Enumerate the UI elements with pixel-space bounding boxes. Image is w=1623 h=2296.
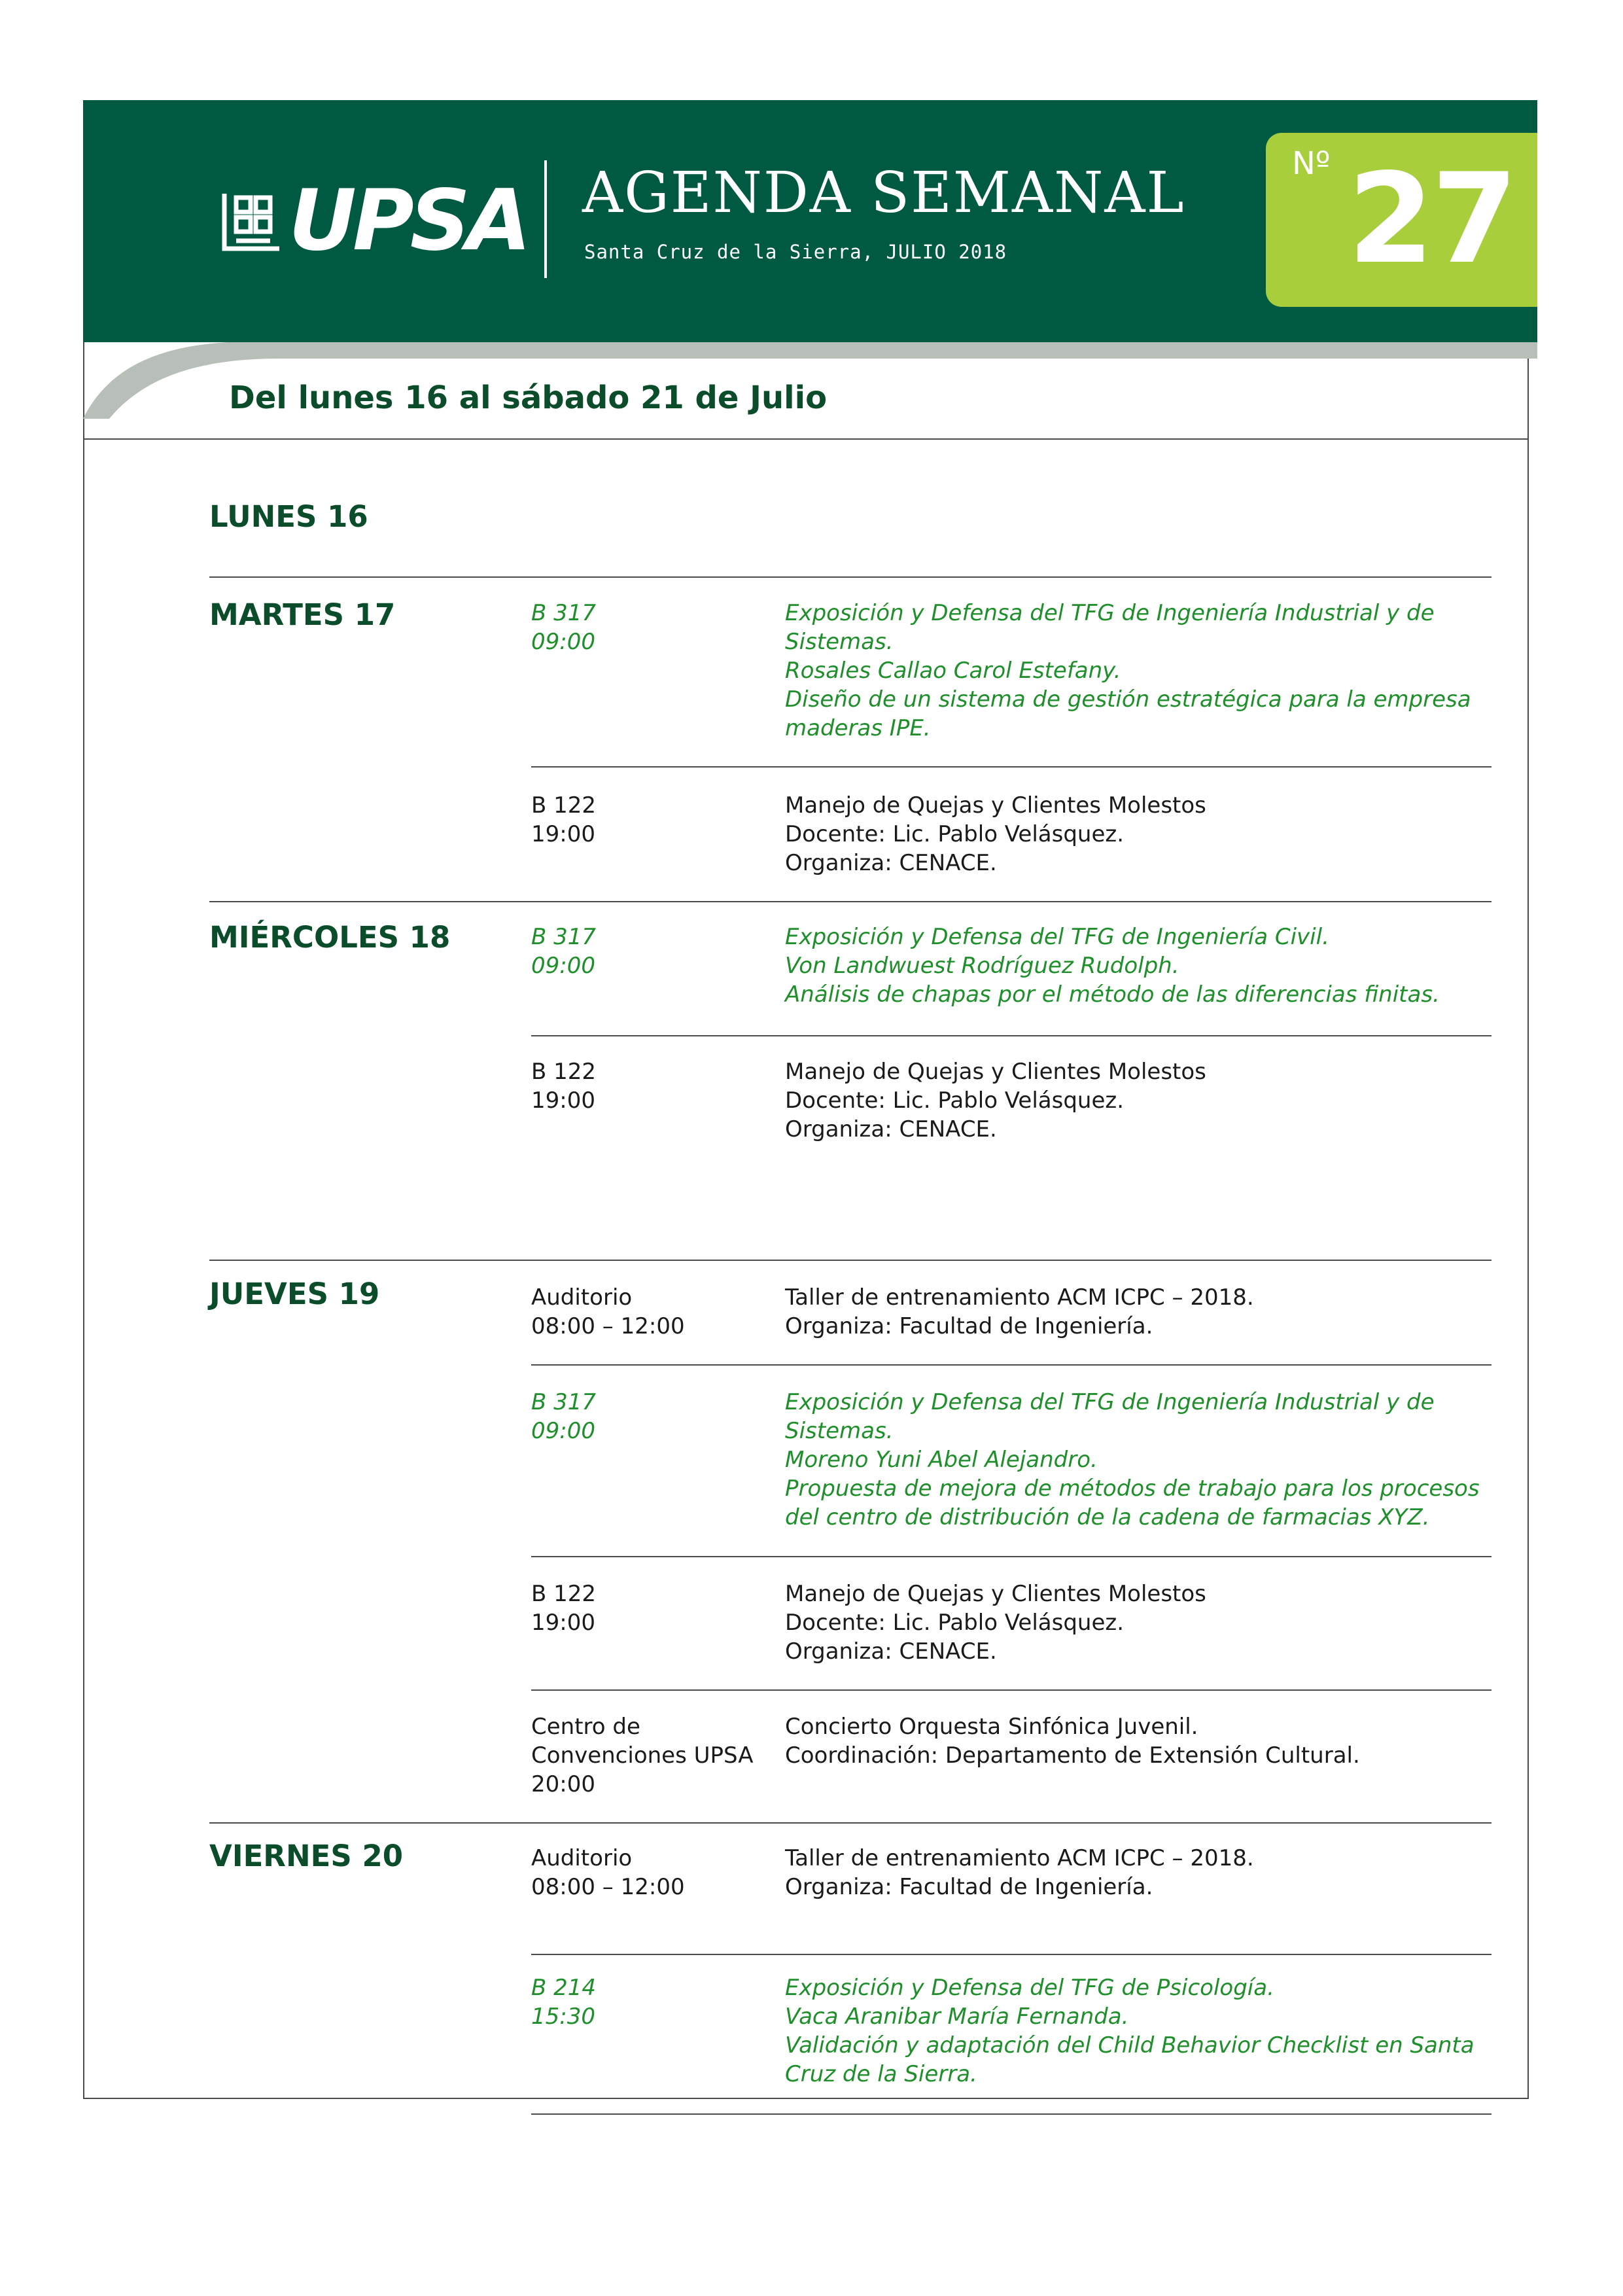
issue-label: Nº xyxy=(1292,145,1331,182)
event-divider xyxy=(531,1689,1492,1691)
event-location: B 122 19:00 xyxy=(531,792,597,847)
day-label-miercoles: MIÉRCOLES 18 xyxy=(209,920,451,955)
upsa-logo-icon xyxy=(219,188,285,254)
event-description: Taller de entrenamiento ACM ICPC – 2018. Organiza: Facultad de Ingeniería. xyxy=(785,1284,1254,1339)
day-label-lunes: LUNES 16 xyxy=(209,499,368,534)
date-range: Del lunes 16 al sábado 21 de Julio xyxy=(229,380,828,416)
page-title: AGENDA SEMANAL xyxy=(582,160,1185,226)
event-divider xyxy=(531,1035,1492,1036)
event-description: Exposición y Defensa del TFG de Ingeniería Industrial y de Sistemas. Rosales Callao Carol Estefany. Diseño de un sistema de gestión estratégica para la empresa maderas IPE. xyxy=(785,600,1471,741)
day-label-viernes: VIERNES 20 xyxy=(209,1839,404,1873)
date-range-divider xyxy=(83,438,1529,440)
event-divider xyxy=(531,1364,1492,1366)
event-location: B 214 15:30 xyxy=(531,1975,597,2030)
event-location: B 122 19:00 xyxy=(531,1059,597,1114)
event-divider xyxy=(531,2113,1492,2115)
day-label-jueves: JUEVES 19 xyxy=(209,1277,380,1311)
header-divider xyxy=(544,160,547,278)
day-divider xyxy=(209,576,1492,578)
event-description: Manejo de Quejas y Clientes Molestos Docente: Lic. Pablo Velásquez. Organiza: CENACE. xyxy=(785,1059,1206,1142)
issue-number: 27 xyxy=(1348,147,1516,291)
event-divider xyxy=(531,1954,1492,1955)
event-location: Auditorio 08:00 – 12:00 xyxy=(531,1284,685,1339)
event-location: B 122 19:00 xyxy=(531,1581,597,1636)
page-subtitle: Santa Cruz de la Sierra, JULIO 2018 xyxy=(584,241,1007,263)
day-divider xyxy=(209,1260,1492,1261)
upsa-logo xyxy=(219,171,527,270)
event-description: Taller de entrenamiento ACM ICPC – 2018. Organiza: Facultad de Ingeniería. xyxy=(785,1845,1254,1900)
event-description: Exposición y Defensa del TFG de Ingeniería Civil. Von Landwuest Rodríguez Rudolph. Análisis de chapas por el método de las diferencias finitas. xyxy=(785,924,1440,1008)
event-description: Exposición y Defensa del TFG de Psicología. Vaca Aranibar María Fernanda. Validación y adaptación del Child Behavior Checklist en Santa Cruz de la Sierra. xyxy=(785,1975,1475,2087)
event-description: Concierto Orquesta Sinfónica Juvenil. Coordinación: Departamento de Extensión Cultural. xyxy=(785,1714,1360,1769)
day-divider xyxy=(209,901,1492,902)
event-divider xyxy=(531,766,1492,768)
event-location: B 317 09:00 xyxy=(531,600,597,655)
logo-wordmark: UPSA xyxy=(288,171,527,270)
event-location: B 317 09:00 xyxy=(531,1389,597,1444)
event-location: Centro de Convenciones UPSA 20:00 xyxy=(531,1714,754,1797)
day-label-martes: MARTES 17 xyxy=(209,597,396,632)
event-location: B 317 09:00 xyxy=(531,924,597,979)
event-description: Manejo de Quejas y Clientes Molestos Docente: Lic. Pablo Velásquez. Organiza: CENACE. xyxy=(785,792,1206,876)
event-location: Auditorio 08:00 – 12:00 xyxy=(531,1845,685,1900)
event-description: Manejo de Quejas y Clientes Molestos Docente: Lic. Pablo Velásquez. Organiza: CENACE. xyxy=(785,1581,1206,1665)
day-divider xyxy=(209,1822,1492,1824)
event-description: Exposición y Defensa del TFG de Ingeniería Industrial y de Sistemas. Moreno Yuni Abel Alejandro. Propuesta de mejora de métodos de trabajo para los procesos del centro de distribución de la cadena de farmacias XYZ. xyxy=(785,1389,1480,1530)
event-divider xyxy=(531,1556,1492,1557)
